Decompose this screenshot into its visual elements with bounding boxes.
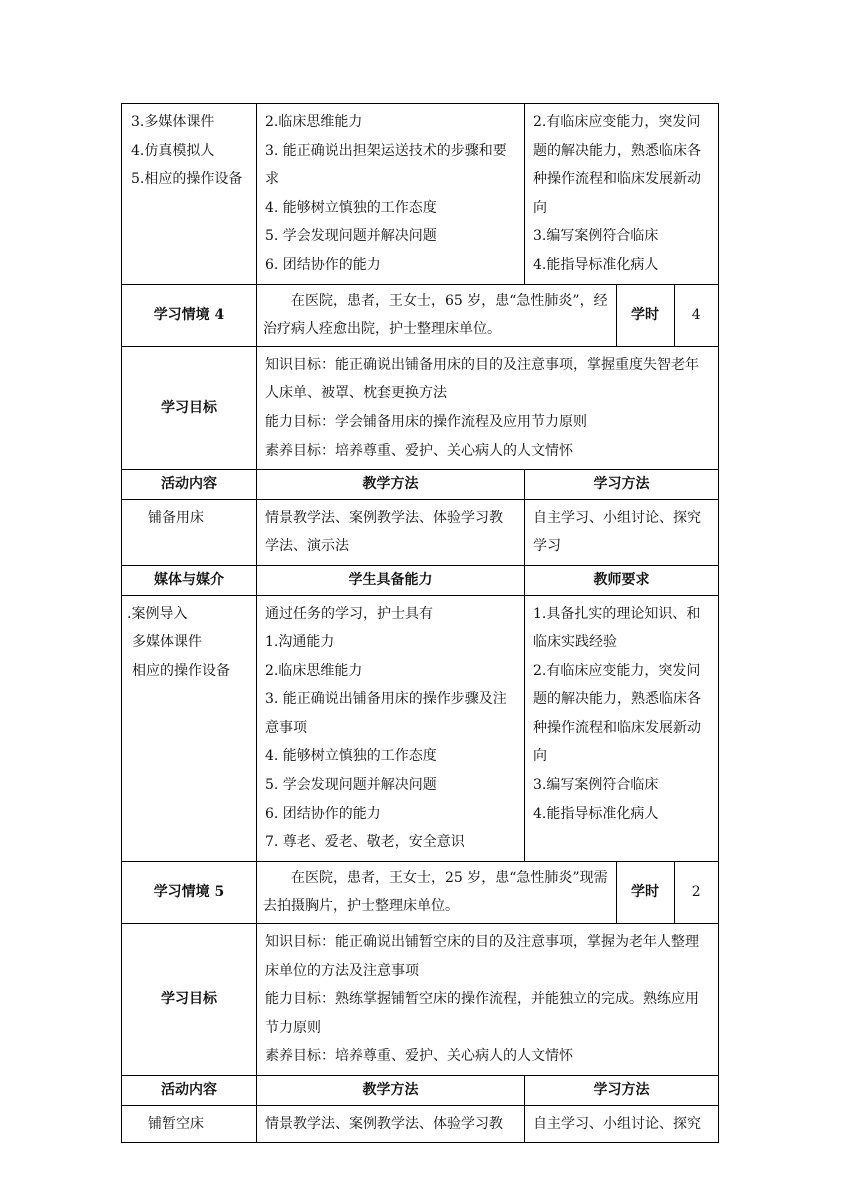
course-table-page [121,103,718,1143]
teacher-4-cell [525,595,719,861]
ability-item: 4. 能够树立慎独的工作态度 [265,199,437,216]
top-abilities-cell [257,104,525,285]
teacher-item: 3.编写案例符合临床 [533,777,659,794]
top-block-row [122,104,719,285]
header-teach-method: 教学方法 [257,1076,525,1106]
situation-4-content [257,284,719,346]
media-item: .案例导入 [127,605,188,622]
goals-5-cell [257,924,719,1076]
top-media-cell [122,104,257,285]
learn-method-4: 自主学习、小组讨论、探究学习 [525,499,719,565]
ability-item: 3. 能正确说出铺备用床的操作步骤及注意事项 [265,691,507,736]
goals-4-row [122,346,719,469]
hours-label: 学时 [616,285,674,346]
teacher-item: 2.有临床应变能力，突发问题的解决能力，熟悉临床各种操作流程和临床发展新动向 [533,662,701,765]
activity-4-row [122,499,719,565]
ability-item: 2.临床思维能力 [265,114,363,130]
header-teacher: 教师要求 [525,565,719,595]
ability-item: 6. 团结协作的能力 [265,805,381,822]
media-item: 相应的操作设备 [132,662,230,679]
goal-item: 素养目标：培养尊重、爱护、关心病人的人文情怀 [265,1048,573,1065]
ability-item: 5. 学会发现问题并解决问题 [265,228,437,245]
media-4-row [122,595,719,861]
situation-5-content [257,861,719,923]
media-item: 4.仿真模拟人 [131,142,215,159]
goals-5-label: 学习目标 [122,924,257,1076]
media-4-cell [122,595,257,861]
ability-item: 2.临床思维能力 [265,662,363,679]
header-abilities: 学生具备能力 [257,565,525,595]
ability-item: 7. 尊老、爱老、敬老，安全意识 [265,834,465,851]
media-item: 3.多媒体课件 [131,114,215,130]
situation-4-text: 在医院，患者，王女士，65 岁，患“急性肺炎”，经治疗病人痊愈出院，护士整理床单位。 [263,292,608,338]
header-teach-method: 教学方法 [257,470,525,500]
ability-item: 通过任务的学习，护士具有 [265,605,433,622]
ability-item: 6. 团结协作的能力 [265,256,381,273]
header-row-4b [122,565,719,595]
activity-5: 铺暂空床 [122,1105,257,1143]
goal-item: 能力目标：熟练掌握铺暂空床的操作流程，并能独立的完成。熟练应用节力原则 [265,991,699,1036]
activity-4: 铺备用床 [122,499,257,565]
header-row-5 [122,1076,719,1106]
header-row-4 [122,470,719,500]
ability-item: 4. 能够树立慎独的工作态度 [265,748,437,765]
media-item: 多媒体课件 [132,634,202,651]
header-activity: 活动内容 [122,1076,257,1106]
teacher-item: 2.有临床应变能力，突发问题的解决能力，熟悉临床各种操作流程和临床发展新动向 [533,114,701,216]
teacher-item: 1.具备扎实的理论知识、和临床实践经验 [533,605,701,651]
situation-5-row [122,861,719,923]
ability-item: 1.沟通能力 [265,634,335,651]
goals-4-label: 学习目标 [122,346,257,469]
header-learn-method: 学习方法 [525,1076,719,1106]
course-table [121,103,719,1143]
teacher-item: 3.编写案例符合临床 [533,228,659,245]
situation-4-label: 学习情境 4 [122,284,257,346]
header-media: 媒体与媒介 [122,565,257,595]
teach-method-5: 情景教学法、案例教学法、体验学习教 [257,1105,525,1143]
header-learn-method: 学习方法 [525,470,719,500]
teacher-item: 4.能指导标准化病人 [533,805,659,822]
goal-item: 素养目标：培养尊重、爱护、关心病人的人文情怀 [265,442,573,459]
ability-item: 3. 能正确说出担架运送技术的步骤和要求 [265,142,507,188]
hours-value: 2 [674,862,718,923]
hours-label: 学时 [616,862,674,923]
media-item: 5.相应的操作设备 [131,171,243,188]
goals-5-row [122,924,719,1076]
top-teacher-cell [525,104,719,285]
situation-5-text: 在医院，患者，王女士，25 岁，患“急性肺炎”现需去拍摄胸片，护士整理床单位。 [263,869,608,915]
ability-item: 5. 学会发现问题并解决问题 [265,777,437,794]
teach-method-4: 情景教学法、案例教学法、体验学习教学法、演示法 [257,499,525,565]
goal-item: 能力目标：学会铺备用床的操作流程及应用节力原则 [265,413,587,430]
hours-value: 4 [674,285,718,346]
goal-item: 知识目标：能正确说出铺暂空床的目的及注意事项，掌握为老年人整理床单位的方法及注意事项 [265,934,699,979]
goal-item: 知识目标：能正确说出铺备用床的目的及注意事项，掌握重度失智老年人床单、被罩、枕套更换方法 [265,356,699,402]
abilities-4-cell [257,595,525,861]
activity-5-row [122,1105,719,1143]
situation-5-label: 学习情境 5 [122,861,257,923]
learn-method-5: 自主学习、小组讨论、探究 [525,1105,719,1143]
teacher-item: 4.能指导标准化病人 [533,256,659,273]
goals-4-cell [257,346,719,469]
header-activity: 活动内容 [122,470,257,500]
situation-4-row [122,284,719,346]
